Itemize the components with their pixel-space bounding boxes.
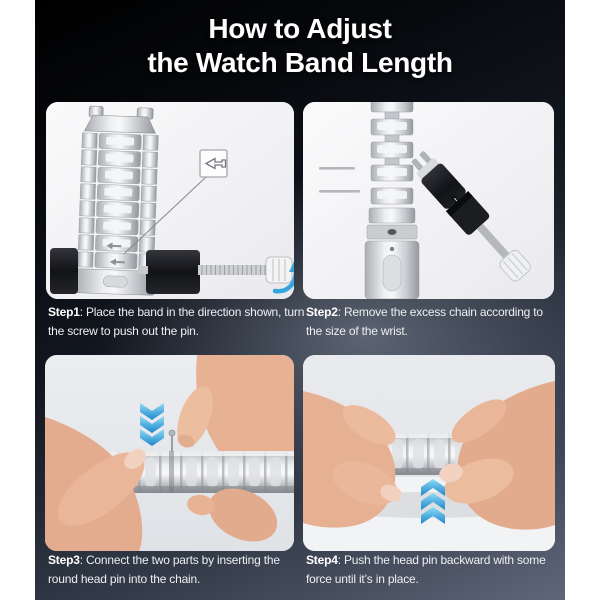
caption-separator: : xyxy=(79,305,86,319)
title-line-2: the Watch Band Length xyxy=(147,47,453,78)
step3-text: Connect the two parts by inserting the round head pin into the chain. xyxy=(48,553,280,586)
step3-photo xyxy=(45,355,294,551)
step3-photo-card xyxy=(45,355,294,551)
caption-separator: : xyxy=(79,553,86,567)
step2-caption xyxy=(306,303,558,341)
step4-text: Push the head pin backward with some force until it’s in place. xyxy=(306,553,546,586)
step2-text: Remove the excess chain according to the size of the wrist. xyxy=(306,305,543,338)
clasp xyxy=(365,208,419,299)
step1-photo xyxy=(46,102,294,299)
step1-caption xyxy=(48,303,306,341)
page-title xyxy=(35,12,565,80)
step3-caption xyxy=(48,551,306,589)
caption-separator: : xyxy=(337,553,344,567)
step2-photo xyxy=(303,102,554,299)
step1-photo-card xyxy=(46,102,294,299)
step4-photo xyxy=(303,355,555,551)
title-line-1: How to Adjust xyxy=(208,13,392,44)
instruction-sheet xyxy=(35,0,565,600)
step1-label: Step1 xyxy=(48,305,80,319)
step2-label: Step2 xyxy=(306,305,338,319)
caption-separator: : xyxy=(337,305,344,319)
step2-photo-card xyxy=(303,102,554,299)
step4-caption xyxy=(306,551,558,589)
step3-label: Step3 xyxy=(48,553,80,567)
step4-label: Step4 xyxy=(306,553,338,567)
step1-text: Place the band in the direction shown, turn the screw to push out the pin. xyxy=(48,305,305,338)
step4-photo-card xyxy=(303,355,555,551)
